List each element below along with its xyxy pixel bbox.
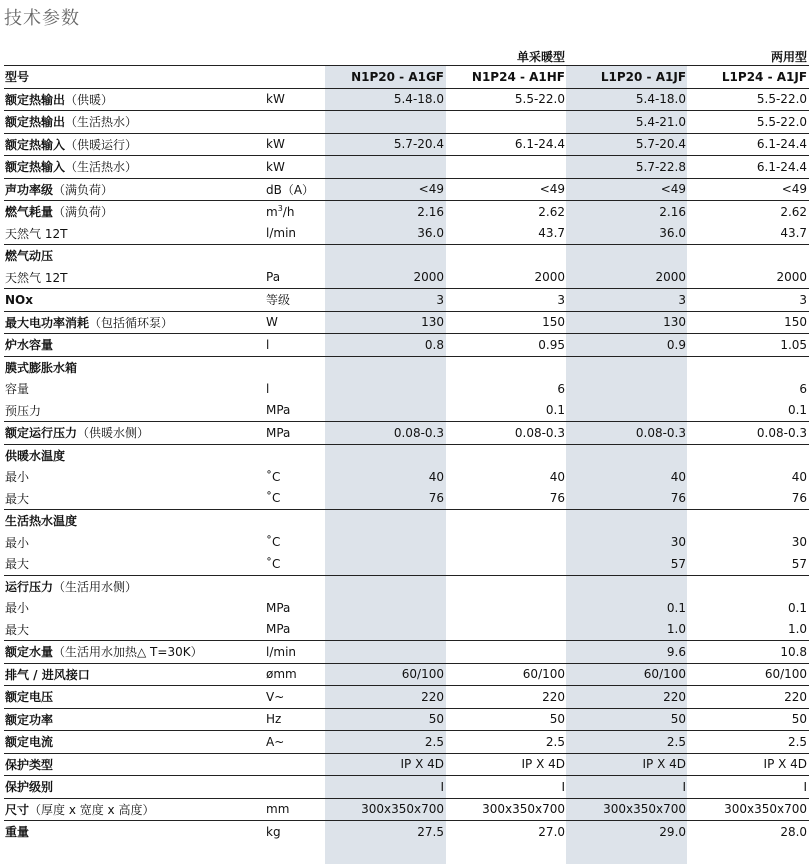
row-label-sub: 最大: [5, 557, 30, 572]
row-label-main: 生活热水温度: [5, 514, 78, 529]
value-cell: 60/100: [688, 663, 809, 686]
value-cell: 3: [688, 289, 809, 312]
value-cell: 2.5: [325, 731, 446, 754]
row-unit: [266, 356, 325, 378]
model-header-cell: N1P24 - A1HF: [446, 66, 567, 89]
value-cell: 5.5-22.0: [688, 111, 809, 134]
value-cell: [325, 575, 446, 597]
spec-row: [4, 334, 809, 357]
spec-row: [4, 444, 809, 466]
spec-row: [4, 575, 809, 597]
value-cell: IP X 4D: [325, 753, 446, 776]
value-cell: 57: [791, 556, 808, 571]
value-cell: 76: [791, 491, 808, 506]
value-cell: [688, 356, 809, 378]
value-cell: I: [688, 776, 809, 799]
row-unit: MPa: [266, 422, 325, 445]
row-label-sub: 最大: [5, 622, 30, 637]
value-cell: [446, 156, 567, 179]
row-unit: Pa: [266, 270, 281, 285]
spec-row: [4, 245, 809, 267]
row-unit: V~: [266, 686, 325, 709]
value-cell: 3: [325, 289, 446, 312]
row-label: [4, 133, 266, 156]
row-label: [4, 378, 266, 400]
value-cell: 2.5: [446, 731, 567, 754]
value-cell: 1.0: [666, 622, 687, 637]
row-label: [4, 422, 266, 445]
spec-row: [4, 753, 809, 776]
spec-row: [4, 311, 809, 334]
value-cell: [567, 575, 688, 597]
spec-row: [4, 708, 809, 731]
value-cell: 6.1-24.4: [688, 156, 809, 179]
value-cell: 27.0: [446, 821, 567, 843]
value-cell: [325, 597, 446, 619]
row-unit: [266, 575, 325, 597]
row-label: [4, 663, 266, 686]
row-label: [4, 245, 266, 267]
row-label-main: 最大电功率消耗: [5, 315, 90, 330]
value-cell: 28.0: [688, 821, 809, 843]
value-cell: 300x350x700: [446, 798, 567, 821]
value-cell: 0.8: [325, 334, 446, 357]
row-label-main: 额定热输出: [5, 115, 66, 130]
group-header-row: [4, 44, 809, 66]
row-label: [4, 311, 266, 334]
value-cell: 1.05: [688, 334, 809, 357]
row-label-main: 额定电流: [5, 735, 54, 750]
value-cell: [325, 356, 446, 378]
value-cell: 6: [557, 381, 566, 396]
value-cell: 220: [446, 686, 567, 709]
row-unit: [266, 753, 325, 776]
row-label-sub: 最大: [5, 491, 30, 506]
row-label-main: 炉水容量: [5, 338, 54, 353]
value-cell: [325, 553, 446, 575]
group-heating-only: 单采暖型: [325, 44, 567, 66]
value-cell: 2.62: [688, 201, 809, 223]
value-cell: [688, 245, 809, 267]
value-cell: [567, 510, 688, 532]
value-cell: 76: [549, 491, 566, 506]
value-cell: 50: [325, 708, 446, 731]
spec-row: [4, 597, 809, 619]
value-cell: 30: [670, 535, 687, 550]
row-label-sub: （生活热水）: [65, 160, 138, 175]
row-label-main: 额定功率: [5, 712, 54, 727]
row-unit: kg: [266, 821, 325, 843]
value-cell: 60/100: [567, 663, 688, 686]
value-cell: IP X 4D: [567, 753, 688, 776]
spec-row: [4, 776, 809, 799]
value-cell: <49: [446, 178, 567, 201]
row-label-main: 额定热输入: [5, 137, 66, 152]
value-cell: 5.5-22.0: [446, 88, 567, 111]
value-cell: 36.0: [659, 226, 687, 241]
row-unit: MPa: [266, 600, 291, 615]
spec-row: [4, 111, 809, 134]
value-cell: 2000: [534, 270, 566, 285]
value-cell: 6.1-24.4: [446, 133, 567, 156]
spec-row: [4, 178, 809, 201]
spec-row: [4, 400, 809, 422]
value-cell: 300x350x700: [325, 798, 446, 821]
row-unit: Hz: [266, 708, 325, 731]
value-cell: 0.95: [446, 334, 567, 357]
row-unit: kW: [266, 133, 325, 156]
row-label: [4, 686, 266, 709]
value-cell: [446, 553, 567, 575]
value-cell: [446, 641, 567, 664]
value-cell: [567, 444, 688, 466]
spec-row: [4, 488, 809, 510]
row-label-sub: （包括循环泵）: [89, 315, 174, 330]
row-label: [4, 201, 266, 223]
row-unit: ˚C: [266, 535, 281, 550]
value-cell: [325, 400, 446, 422]
row-label: [4, 708, 266, 731]
row-label: [4, 267, 266, 289]
row-unit: MPa: [266, 622, 291, 637]
spec-row: [4, 532, 809, 554]
row-label: [4, 111, 266, 134]
row-unit: [266, 245, 325, 267]
value-cell: 2000: [413, 270, 444, 285]
row-unit: W: [266, 311, 325, 334]
spec-row: [4, 798, 809, 821]
value-cell: 40: [549, 469, 566, 484]
value-cell: 1.0: [787, 622, 808, 637]
row-label-sub: （生活热水）: [65, 115, 138, 130]
value-cell: 6.1-24.4: [688, 133, 809, 156]
row-label-sub: （供暖）: [65, 92, 114, 107]
value-cell: 5.4-18.0: [325, 88, 446, 111]
value-cell: 36.0: [417, 226, 444, 241]
row-label: [4, 597, 266, 619]
row-label-sub: （供暖水侧）: [77, 426, 150, 441]
row-label-sub: 最小: [5, 470, 30, 485]
value-cell: [325, 641, 446, 664]
page-title: 技术参数: [4, 8, 80, 29]
row-label: [4, 731, 266, 754]
row-label-main: 运行压力: [5, 579, 54, 594]
row-unit: kW: [266, 156, 325, 179]
value-cell: [446, 356, 567, 378]
value-cell: 2.5: [688, 731, 809, 754]
value-cell: 0.08-0.3: [325, 422, 446, 445]
value-cell: 3: [567, 289, 688, 312]
value-cell: 5.7-20.4: [325, 133, 446, 156]
row-label: [4, 400, 266, 422]
value-cell: 2.16: [567, 201, 688, 223]
row-unit: dB（A）: [266, 178, 325, 201]
value-cell: [446, 532, 567, 554]
row-label-main: 燃气动压: [5, 249, 54, 264]
value-cell: 2000: [776, 270, 808, 285]
value-cell: <49: [567, 178, 688, 201]
value-cell: 220: [688, 686, 809, 709]
value-cell: 5.4-21.0: [567, 111, 688, 134]
row-label-main: 保护类型: [5, 757, 54, 772]
row-label-main: 额定水量: [5, 645, 54, 660]
value-cell: 43.7: [780, 226, 808, 241]
value-cell: 27.5: [325, 821, 446, 843]
row-unit: [266, 66, 325, 89]
value-cell: 57: [670, 556, 687, 571]
row-label: [4, 88, 266, 111]
value-cell: 0.08-0.3: [688, 422, 809, 445]
row-label-sub: （供暖运行）: [65, 137, 138, 152]
spec-row: [4, 378, 809, 400]
row-unit: ˚C: [266, 556, 281, 571]
row-unit: ˚C: [266, 469, 281, 484]
value-cell: I: [325, 776, 446, 799]
value-cell: 130: [567, 311, 688, 334]
model-header-cell: L1P24 - A1JF: [688, 66, 809, 89]
spec-row: [4, 223, 809, 245]
row-label-main: 额定运行压力: [5, 426, 78, 441]
value-cell: 76: [428, 491, 444, 506]
value-cell: [567, 245, 688, 267]
row-label-sub: （生活用水侧）: [53, 579, 138, 594]
value-cell: I: [567, 776, 688, 799]
row-label: [4, 66, 266, 89]
spec-row: [4, 88, 809, 111]
row-label: [4, 821, 266, 843]
value-cell: [325, 619, 446, 641]
value-cell: 50: [446, 708, 567, 731]
row-unit: $m^3/h$: [266, 201, 325, 223]
value-cell: 0.9: [567, 334, 688, 357]
value-cell: [325, 156, 446, 179]
row-label-sub: （满负荷）: [53, 182, 114, 197]
spec-row: [4, 422, 809, 445]
row-unit: A~: [266, 731, 325, 754]
value-cell: [325, 510, 446, 532]
row-unit: kW: [266, 88, 325, 111]
row-label: [4, 488, 266, 510]
value-cell: 50: [688, 708, 809, 731]
value-cell: 5.7-22.8: [567, 156, 688, 179]
spec-row: [4, 156, 809, 179]
value-cell: [446, 111, 567, 134]
value-cell: 50: [567, 708, 688, 731]
model-header-cell: N1P20 - A1GF: [325, 66, 446, 89]
spec-row: [4, 466, 809, 488]
row-label-sub: 预压力: [5, 403, 42, 418]
value-cell: 0.1: [545, 403, 566, 418]
value-cell: 3: [446, 289, 567, 312]
spec-row: [4, 510, 809, 532]
row-unit: [266, 776, 325, 799]
spec-row: [4, 66, 809, 89]
value-cell: [325, 378, 446, 400]
value-cell: [325, 444, 446, 466]
row-unit: 等级: [266, 289, 325, 312]
value-cell: 43.7: [538, 226, 566, 241]
value-cell: <49: [688, 178, 809, 201]
value-cell: 130: [325, 311, 446, 334]
value-cell: 5.7-20.4: [567, 133, 688, 156]
row-label: [4, 532, 266, 554]
row-unit: MPa: [266, 403, 291, 418]
row-unit: ˚C: [266, 491, 281, 506]
value-cell: 60/100: [325, 663, 446, 686]
row-label-main: 膜式膨胀水箱: [5, 360, 78, 375]
value-cell: 2.5: [567, 731, 688, 754]
row-label-main: NOx: [5, 292, 33, 307]
value-cell: 6: [799, 381, 808, 396]
row-label-main: 燃气耗量: [5, 205, 54, 220]
spec-table: [4, 44, 809, 843]
value-cell: 40: [791, 469, 808, 484]
value-cell: 2.62: [446, 201, 567, 223]
row-label-main: 型号: [5, 70, 30, 85]
row-label-sub: 天然气 12T: [5, 270, 68, 285]
value-cell: [325, 245, 446, 267]
row-label-main: 额定热输出: [5, 92, 66, 107]
row-unit: [266, 510, 325, 532]
value-cell: 60/100: [446, 663, 567, 686]
spec-row: [4, 553, 809, 575]
spec-row: [4, 686, 809, 709]
value-cell: 0.08-0.3: [567, 422, 688, 445]
value-cell: [446, 444, 567, 466]
group-combi: 两用型: [567, 44, 809, 66]
value-cell: [446, 619, 567, 641]
row-label-sub: （满负荷）: [53, 205, 114, 220]
row-label: [4, 334, 266, 357]
row-label-sub: （厚度 x 宽度 x 高度）: [29, 802, 155, 817]
row-unit: mm: [266, 798, 325, 821]
spec-row: [4, 731, 809, 754]
spec-row: [4, 663, 809, 686]
row-label: [4, 575, 266, 597]
row-label-sub: 最小: [5, 535, 30, 550]
spec-row: [4, 641, 809, 664]
value-cell: 76: [670, 491, 687, 506]
value-cell: [446, 597, 567, 619]
spec-row: [4, 267, 809, 289]
value-cell: [567, 378, 688, 400]
row-label: [4, 798, 266, 821]
value-cell: 9.6: [567, 641, 688, 664]
row-label: [4, 753, 266, 776]
row-label: [4, 356, 266, 378]
row-label-sub: 容量: [5, 382, 30, 397]
row-label: [4, 641, 266, 664]
value-cell: 29.0: [567, 821, 688, 843]
value-cell: <49: [325, 178, 446, 201]
row-label-main: 额定电压: [5, 690, 54, 705]
row-label: [4, 553, 266, 575]
value-cell: [446, 245, 567, 267]
value-cell: 220: [567, 686, 688, 709]
row-label: [4, 510, 266, 532]
row-label-sub: 最小: [5, 601, 30, 616]
spec-row: [4, 133, 809, 156]
value-cell: 5.4-18.0: [567, 88, 688, 111]
row-unit: [266, 111, 325, 134]
value-cell: 5.5-22.0: [688, 88, 809, 111]
value-cell: IP X 4D: [446, 753, 567, 776]
value-cell: 2000: [655, 270, 687, 285]
value-cell: [567, 400, 688, 422]
value-cell: [325, 532, 446, 554]
row-label-main: 重量: [5, 825, 30, 840]
row-unit: l: [266, 334, 325, 357]
spec-row: [4, 821, 809, 843]
value-cell: 0.08-0.3: [446, 422, 567, 445]
value-cell: 220: [325, 686, 446, 709]
value-cell: 40: [670, 469, 687, 484]
spec-row: [4, 356, 809, 378]
value-cell: 300x350x700: [567, 798, 688, 821]
value-cell: 300x350x700: [688, 798, 809, 821]
row-label: [4, 776, 266, 799]
row-label: [4, 444, 266, 466]
value-cell: [688, 575, 809, 597]
row-unit: [266, 444, 325, 466]
spec-row: [4, 289, 809, 312]
row-label-main: 尺寸: [5, 802, 30, 817]
row-label-sub: 天然气 12T: [5, 226, 68, 241]
row-unit: l/min: [266, 226, 297, 241]
row-label-main: 排气 / 进风接口: [5, 667, 90, 682]
value-cell: 0.1: [666, 600, 687, 615]
value-cell: [688, 510, 809, 532]
value-cell: 0.1: [787, 600, 808, 615]
row-label: [4, 289, 266, 312]
value-cell: 10.8: [688, 641, 809, 664]
value-cell: [567, 356, 688, 378]
row-label: [4, 223, 266, 245]
value-cell: 40: [428, 469, 444, 484]
row-label-main: 保护级别: [5, 780, 54, 795]
value-cell: 0.1: [787, 403, 808, 418]
row-label: [4, 178, 266, 201]
value-cell: [446, 575, 567, 597]
value-cell: IP X 4D: [688, 753, 809, 776]
row-label-sub: （生活用水加热△ T=30K）: [53, 645, 203, 660]
value-cell: [325, 111, 446, 134]
row-label: [4, 466, 266, 488]
row-label: [4, 156, 266, 179]
model-header-cell: L1P20 - A1JF: [567, 66, 688, 89]
row-label-main: 声功率级: [5, 182, 54, 197]
value-cell: [688, 444, 809, 466]
row-unit: l/min: [266, 641, 325, 664]
row-label-main: 供暖水温度: [5, 448, 66, 463]
value-cell: [446, 510, 567, 532]
spec-row: [4, 619, 809, 641]
value-cell: 2.16: [325, 201, 446, 223]
row-unit: ømm: [266, 663, 325, 686]
value-cell: I: [446, 776, 567, 799]
value-cell: 150: [446, 311, 567, 334]
row-label: [4, 619, 266, 641]
row-unit: l: [266, 381, 270, 396]
row-label-main: 额定热输入: [5, 160, 66, 175]
value-cell: 150: [688, 311, 809, 334]
value-cell: 30: [791, 535, 808, 550]
spec-row: [4, 201, 809, 223]
